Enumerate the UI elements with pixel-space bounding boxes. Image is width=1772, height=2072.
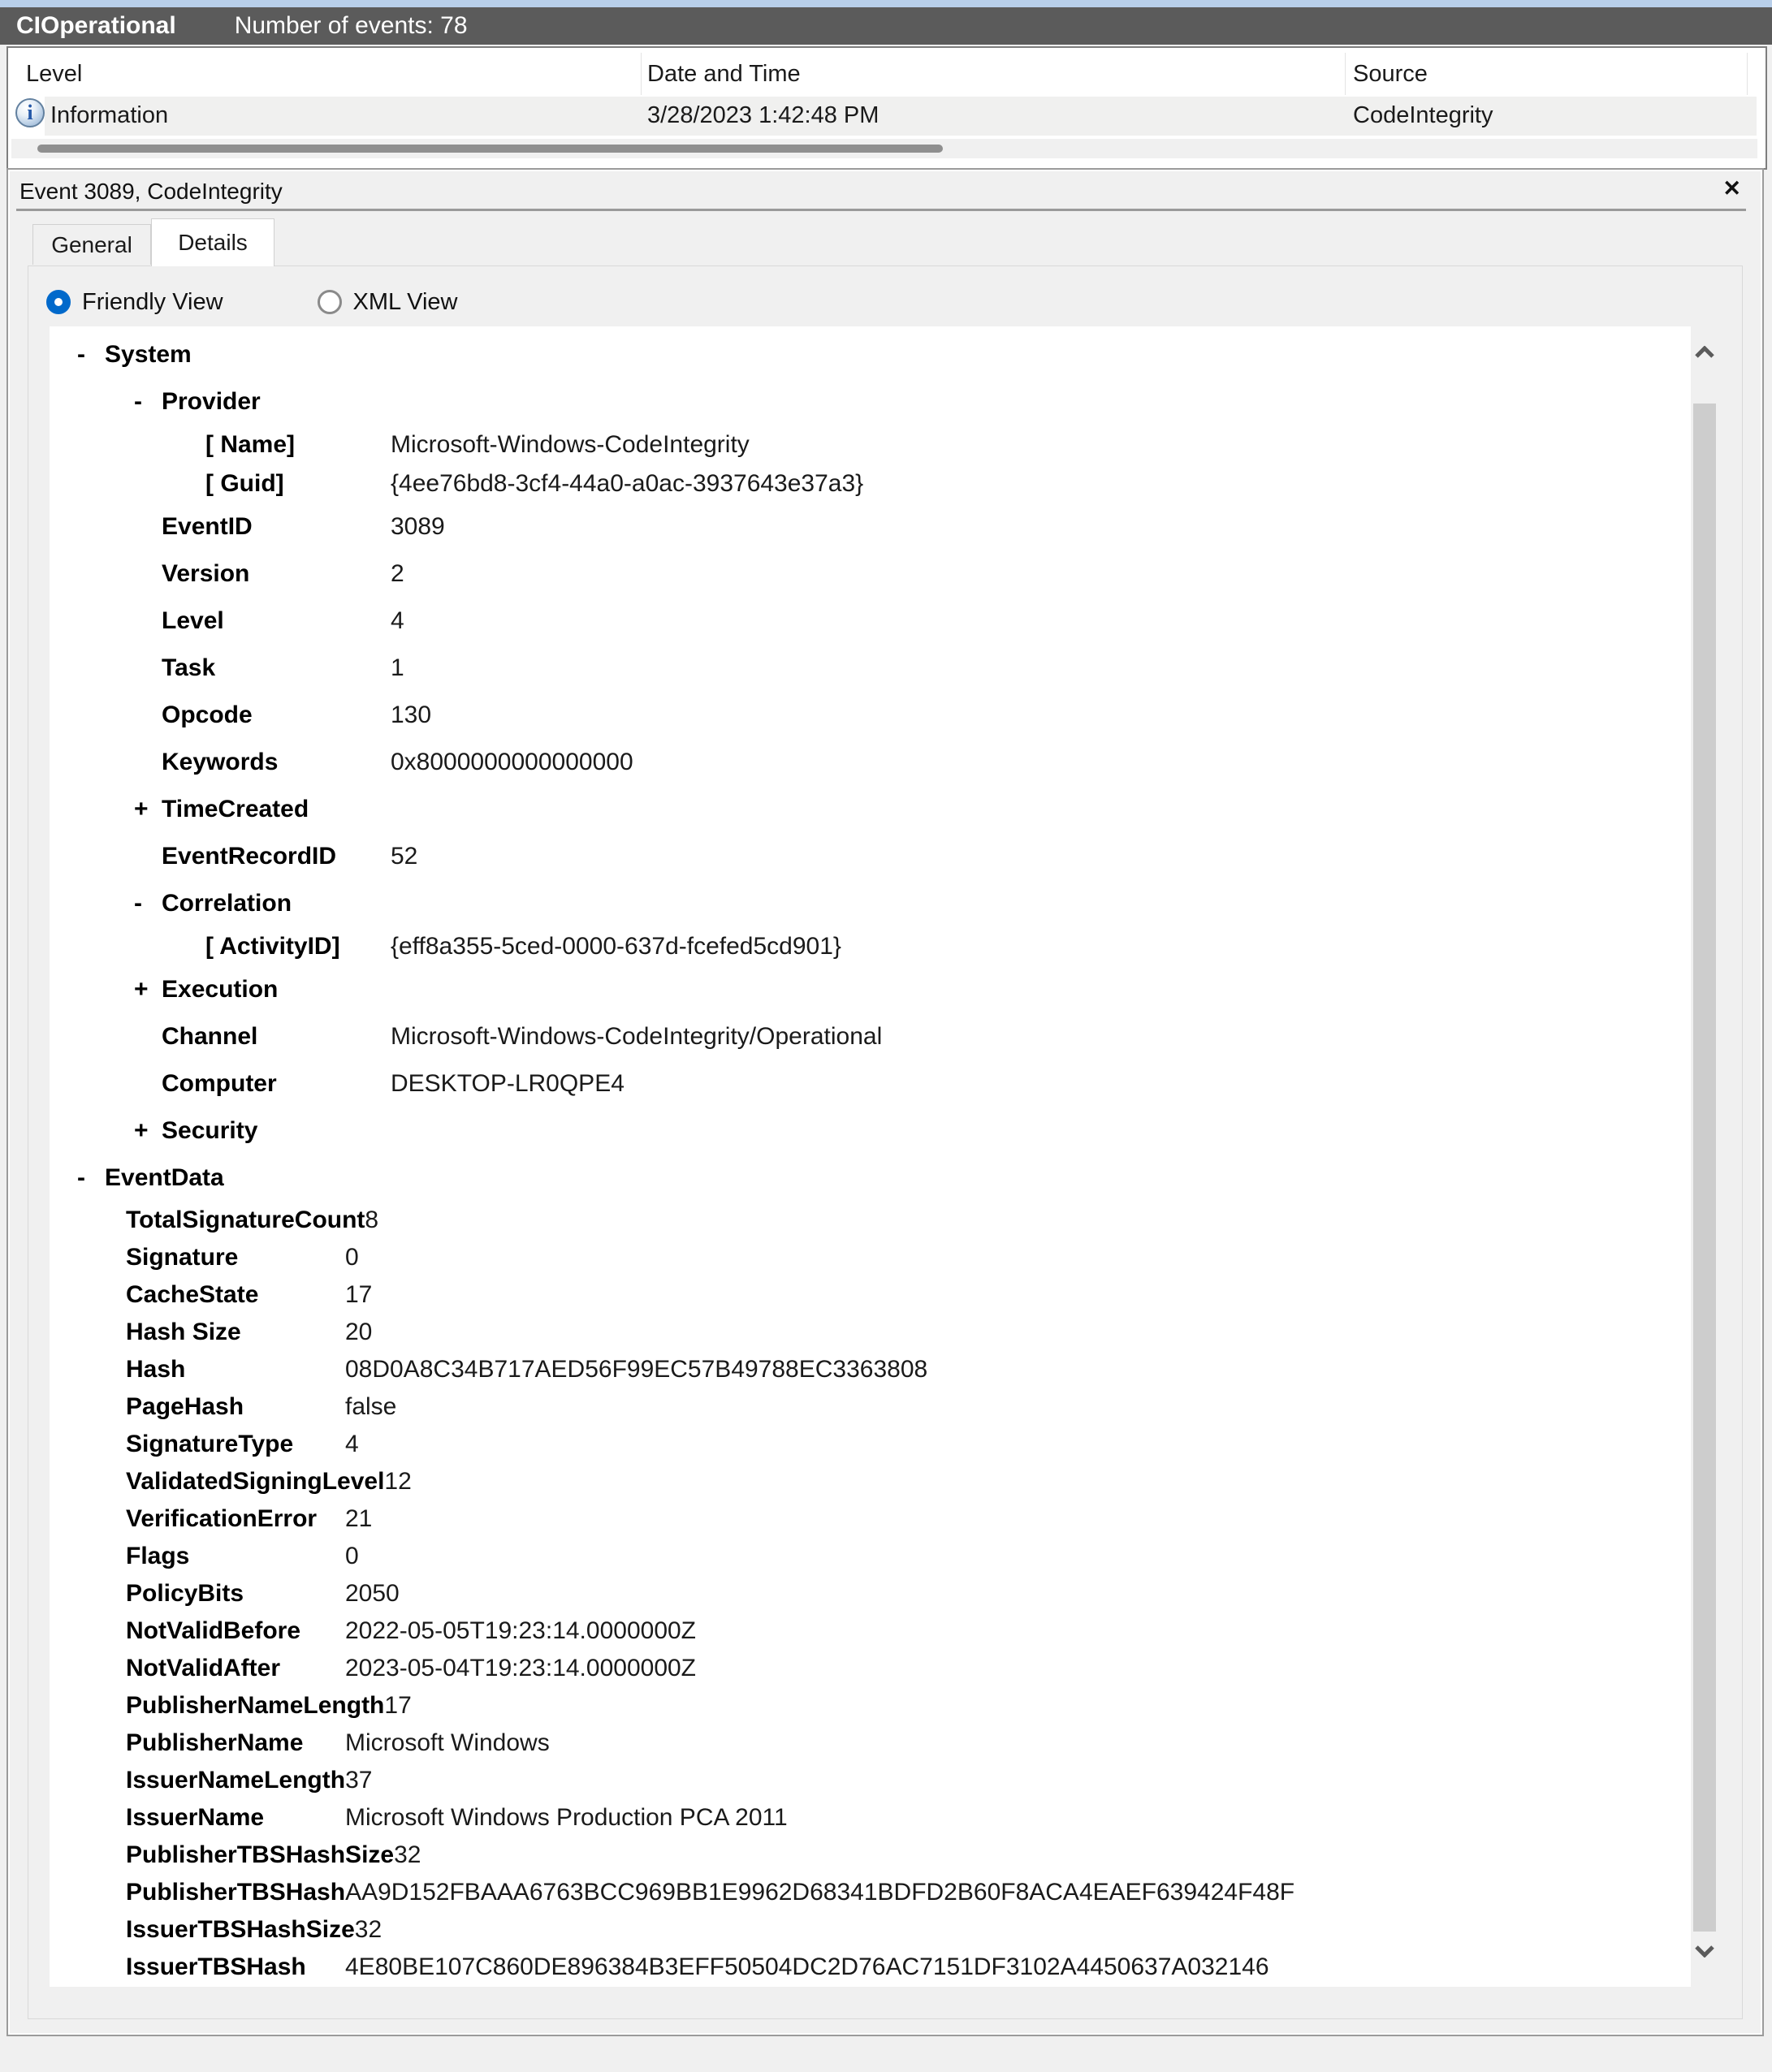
- row-value: {eff8a355-5ced-0000-637d-fcefed5cd901}: [391, 933, 841, 960]
- tree-row: [50, 1799, 1691, 1837]
- tab-details-label: Details: [178, 230, 248, 255]
- tree-row: [50, 1762, 1691, 1799]
- row-label: Security: [162, 1117, 258, 1144]
- collapse-icon[interactable]: -: [77, 341, 85, 368]
- row-value: 2050: [345, 1580, 400, 1607]
- tree-row: [50, 1314, 1691, 1351]
- event-row[interactable]: [45, 97, 1757, 136]
- row-label: PublisherNameLength: [126, 1692, 385, 1719]
- tree-row: [50, 1949, 1691, 1986]
- row-label: TotalSignatureCount: [126, 1207, 365, 1233]
- tree-row: [50, 1687, 1691, 1725]
- row-label: NotValidAfter: [126, 1655, 281, 1681]
- xml-view-label: XML View: [352, 288, 458, 315]
- friendly-view-tree: [50, 326, 1718, 1987]
- row-label: IssuerNameLength: [126, 1767, 346, 1794]
- tree-row: [50, 1276, 1691, 1314]
- tree-row: [50, 1500, 1691, 1538]
- row-label: IssuerTBSHashSize: [126, 1916, 355, 1943]
- tree-row: [50, 1650, 1691, 1687]
- tab-general-label: General: [51, 231, 132, 257]
- row-value: AA9D152FBAAA6763BCC969BB1E9962D68341BDFD2B60F8ACA4EAEF639424F48F: [345, 1879, 1295, 1906]
- event-source: CodeIntegrity: [1353, 102, 1493, 128]
- tree-row: [50, 645, 1691, 692]
- tree-rows: [50, 331, 1691, 1986]
- row-label: Task: [162, 654, 216, 681]
- row-label: Opcode: [162, 701, 253, 728]
- info-icon: [15, 98, 45, 127]
- title-divider: [16, 209, 1746, 211]
- close-icon[interactable]: ✕: [1722, 176, 1741, 201]
- row-value: 0: [345, 1244, 359, 1271]
- row-label: SignatureType: [126, 1431, 294, 1457]
- tree-row: [50, 1013, 1691, 1060]
- view-options: [46, 287, 458, 317]
- row-value: 2023-05-04T19:23:14.0000000Z: [345, 1655, 697, 1681]
- row-label: Keywords: [162, 749, 279, 775]
- row-value: 12: [384, 1468, 412, 1495]
- row-label: Computer: [162, 1070, 277, 1097]
- row-value: 1: [391, 654, 404, 681]
- row-label: [ Name]: [205, 431, 296, 458]
- tree-row: [50, 1155, 1691, 1202]
- channel-header-bar: [0, 7, 1772, 45]
- tree-row: [50, 503, 1691, 550]
- row-label: Execution: [162, 976, 279, 1003]
- row-value: 0: [345, 1543, 359, 1569]
- column-header-date[interactable]: Date and Time: [647, 61, 801, 87]
- tree-row: [50, 378, 1691, 425]
- collapse-icon[interactable]: -: [134, 890, 142, 917]
- tree-row: [50, 1388, 1691, 1426]
- vertical-scrollbar[interactable]: [1691, 326, 1718, 1987]
- row-value: 0x8000000000000000: [391, 749, 633, 775]
- row-value: Microsoft Windows Production PCA 2011: [345, 1804, 788, 1831]
- row-label: PublisherName: [126, 1729, 304, 1756]
- column-divider: [1747, 53, 1748, 95]
- tree-row: [50, 966, 1691, 1013]
- tree-row: [50, 833, 1691, 880]
- row-value: 08D0A8C34B717AED56F99EC57B49788EC3363808: [345, 1356, 928, 1383]
- row-label: Correlation: [162, 890, 292, 917]
- event-details-pane: [6, 168, 1764, 2036]
- tree-row: [50, 880, 1691, 927]
- row-label: EventData: [105, 1164, 224, 1191]
- expand-icon[interactable]: +: [134, 976, 149, 1003]
- row-label: Hash: [126, 1356, 186, 1383]
- row-label: [ Guid]: [205, 470, 284, 497]
- column-header-source[interactable]: Source: [1353, 61, 1428, 87]
- tree-row: [50, 1837, 1691, 1874]
- event-datetime: 3/28/2023 1:42:48 PM: [647, 102, 880, 128]
- row-value: 8: [365, 1207, 379, 1233]
- row-label: NotValidBefore: [126, 1617, 301, 1644]
- row-label: PageHash: [126, 1393, 244, 1420]
- tree-row: [50, 692, 1691, 739]
- row-value: Microsoft Windows: [345, 1729, 550, 1756]
- friendly-view-label: Friendly View: [82, 288, 223, 315]
- tree-row: [50, 1426, 1691, 1463]
- tree-row: [50, 1351, 1691, 1388]
- tree-row: [50, 1239, 1691, 1276]
- row-value: 2: [391, 560, 404, 587]
- row-value: 32: [394, 1841, 421, 1868]
- row-label: IssuerTBSHash: [126, 1953, 306, 1980]
- row-label: PolicyBits: [126, 1580, 244, 1607]
- vertical-scrollbar-thumb[interactable]: [1693, 404, 1716, 1932]
- details-tab-body: [28, 265, 1743, 2019]
- row-label: System: [105, 341, 192, 368]
- column-divider: [1345, 53, 1346, 95]
- tree-row: [50, 464, 1691, 503]
- row-value: 4: [391, 607, 404, 634]
- row-value: 52: [391, 843, 418, 870]
- row-label: PublisherTBSHashSize: [126, 1841, 395, 1868]
- friendly-view-radio[interactable]: [46, 290, 71, 314]
- row-label: Provider: [162, 388, 261, 415]
- tree-row: [50, 598, 1691, 645]
- horizontal-scrollbar[interactable]: [11, 139, 1757, 158]
- row-value: DESKTOP-LR0QPE4: [391, 1070, 625, 1097]
- tree-row: [50, 331, 1691, 378]
- row-value: 21: [345, 1505, 373, 1532]
- scroll-down-icon[interactable]: [1694, 1945, 1715, 1958]
- row-value: 20: [345, 1319, 373, 1345]
- tree-row: [50, 1725, 1691, 1762]
- tree-row: [50, 1463, 1691, 1500]
- tab-general[interactable]: [32, 224, 151, 265]
- row-value: false: [345, 1393, 397, 1420]
- row-label: IssuerName: [126, 1804, 265, 1831]
- events-count: Number of events: 78: [234, 12, 468, 39]
- tab-details[interactable]: [151, 218, 274, 266]
- event-list: [6, 46, 1767, 170]
- row-label: Signature: [126, 1244, 239, 1271]
- tree-row: [50, 739, 1691, 786]
- row-value: Microsoft-Windows-CodeIntegrity/Operational: [391, 1023, 883, 1050]
- row-value: 2022-05-05T19:23:14.0000000Z: [345, 1617, 697, 1644]
- row-label: ValidatedSigningLevel: [126, 1468, 385, 1495]
- row-value: 32: [354, 1916, 382, 1943]
- horizontal-scrollbar-thumb[interactable]: [37, 145, 943, 153]
- xml-view-radio[interactable]: [318, 290, 342, 314]
- tree-row: [50, 1874, 1691, 1911]
- tree-row: [50, 425, 1691, 464]
- row-value: 4E80BE107C860DE896384B3EFF50504DC2D76AC7151DF3102A4450637A032146: [345, 1953, 1269, 1980]
- row-value: 3089: [391, 513, 445, 540]
- row-value: 17: [345, 1281, 373, 1308]
- row-label: Channel: [162, 1023, 258, 1050]
- tree-row: [50, 927, 1691, 966]
- event-level: Information: [50, 102, 169, 128]
- scroll-up-icon[interactable]: [1694, 346, 1715, 359]
- tree-row: [50, 1107, 1691, 1155]
- column-header-level[interactable]: Level: [26, 61, 83, 87]
- row-value: 130: [391, 701, 432, 728]
- tree-row: [50, 1575, 1691, 1612]
- row-label: EventID: [162, 513, 253, 540]
- tree-row: [50, 1060, 1691, 1107]
- tree-row: [50, 786, 1691, 833]
- tree-row: [50, 1538, 1691, 1575]
- collapse-icon[interactable]: -: [134, 388, 142, 415]
- row-value: 17: [384, 1692, 412, 1719]
- row-value: 4: [345, 1431, 359, 1457]
- channel-name: CIOperational: [16, 12, 176, 39]
- row-label: [ ActivityID]: [205, 933, 340, 960]
- row-label: CacheState: [126, 1281, 259, 1308]
- details-title: Event 3089, CodeIntegrity: [19, 179, 283, 204]
- tree-row: [50, 1202, 1691, 1239]
- row-value: Microsoft-Windows-CodeIntegrity: [391, 431, 750, 458]
- collapse-icon[interactable]: -: [77, 1164, 85, 1191]
- row-label: TimeCreated: [162, 796, 309, 822]
- row-label: PublisherTBSHash: [126, 1879, 346, 1906]
- row-label: EventRecordID: [162, 843, 337, 870]
- row-value: {4ee76bd8-3cf4-44a0-a0ac-3937643e37a3}: [391, 470, 864, 497]
- row-label: Level: [162, 607, 224, 634]
- expand-icon[interactable]: +: [134, 1117, 149, 1144]
- tree-row: [50, 1612, 1691, 1650]
- row-value: 37: [345, 1767, 373, 1794]
- expand-icon[interactable]: +: [134, 796, 149, 822]
- row-label: VerificationError: [126, 1505, 318, 1532]
- column-divider: [641, 53, 642, 95]
- row-label: Hash Size: [126, 1319, 241, 1345]
- tree-row: [50, 550, 1691, 598]
- tree-row: [50, 1911, 1691, 1949]
- row-label: Version: [162, 560, 250, 587]
- row-label: Flags: [126, 1543, 190, 1569]
- window-top-strip: [0, 0, 1772, 7]
